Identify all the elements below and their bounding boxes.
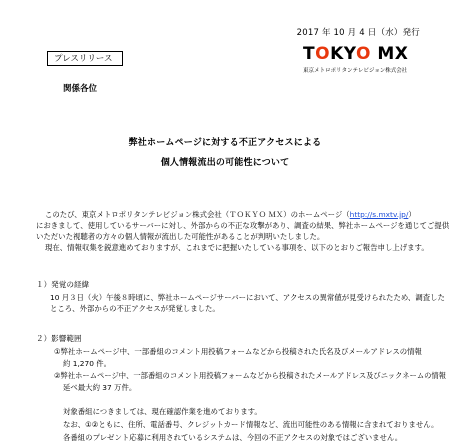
section2-note2: なお、①②ともに、住所、電話番号、クレジットカード情報など、流出可能性のある情報に含まれておりません。	[63, 420, 439, 429]
section2-item2-line1: ②弊社ホームページ中、一部番組のコメント用投稿フォームなどから投稿されたメールアドレス及びニックネームの情報	[54, 371, 447, 380]
tokyo-mx-logo	[303, 45, 428, 74]
section1-heading: １）発覚の経緯	[36, 280, 90, 289]
section2-item2-line2: 延べ最大約 37 万件。	[63, 383, 137, 392]
page-title-line2: 個人情報流出の可能性について	[160, 158, 290, 168]
addressee: 関係各位	[63, 84, 98, 94]
intro-line3: いただいた視聴者の方々の個人情報が流出した可能性があることが判明いたしました。	[36, 232, 325, 241]
section2-item1-line2: 約 1,270 件。	[63, 359, 112, 368]
section2-note1: 対象番組につきましては、現在確認作業を進めております。	[63, 407, 262, 416]
intro-line4: 現在、情報収集を鋭意進めておりますが、これまでに把握いたしている事項を、以下のとおりご報告申し上げます。	[45, 243, 429, 252]
section2-item1-line1: ①弊社ホームページ中、一部番組のコメント用投稿フォームなどから投稿された氏名及びメールアドレスの情報	[54, 347, 422, 356]
section2-note3: 各番組のプレゼント応募に利用されているシステムは、今回の不正アクセスの対象ではございません。	[63, 433, 403, 442]
intro-line2: におきまして、使用しているサーバーに対し、外部からの不正な攻撃があり、調査の結果、弊社ホームページを通じてご提供	[36, 221, 450, 230]
homepage-link[interactable]: http://s.mxtv.jp/	[349, 210, 409, 219]
section2-heading: ２）影響範囲	[36, 334, 82, 343]
section1-line1: 10 月３日（火）午後８時頃に、弊社ホームページサーバーにおいて、アクセスの異常値が見受けられたため、調査した	[50, 293, 445, 302]
press-release-label: プレスリリース	[47, 51, 123, 66]
intro-line1: このたび、東京メトロポリタンテレビジョン株式会社（ＴＯＫＹＯ ＭＸ）のホームページ（http://s.mxtv.jp/）	[45, 210, 416, 219]
logo-company-name: 東京メトロポリタンテレビジョン株式会社	[303, 68, 408, 74]
page-title-line1: 弊社ホームページに対する不正アクセスによる	[128, 138, 322, 148]
issue-date: 2017 年 10 月 4 日（水）発行	[296, 28, 420, 38]
section1-line2: ところ、外部からの不正アクセスが発覚しました。	[50, 304, 220, 313]
logo-wordmark: TOKYO MX	[303, 44, 409, 64]
